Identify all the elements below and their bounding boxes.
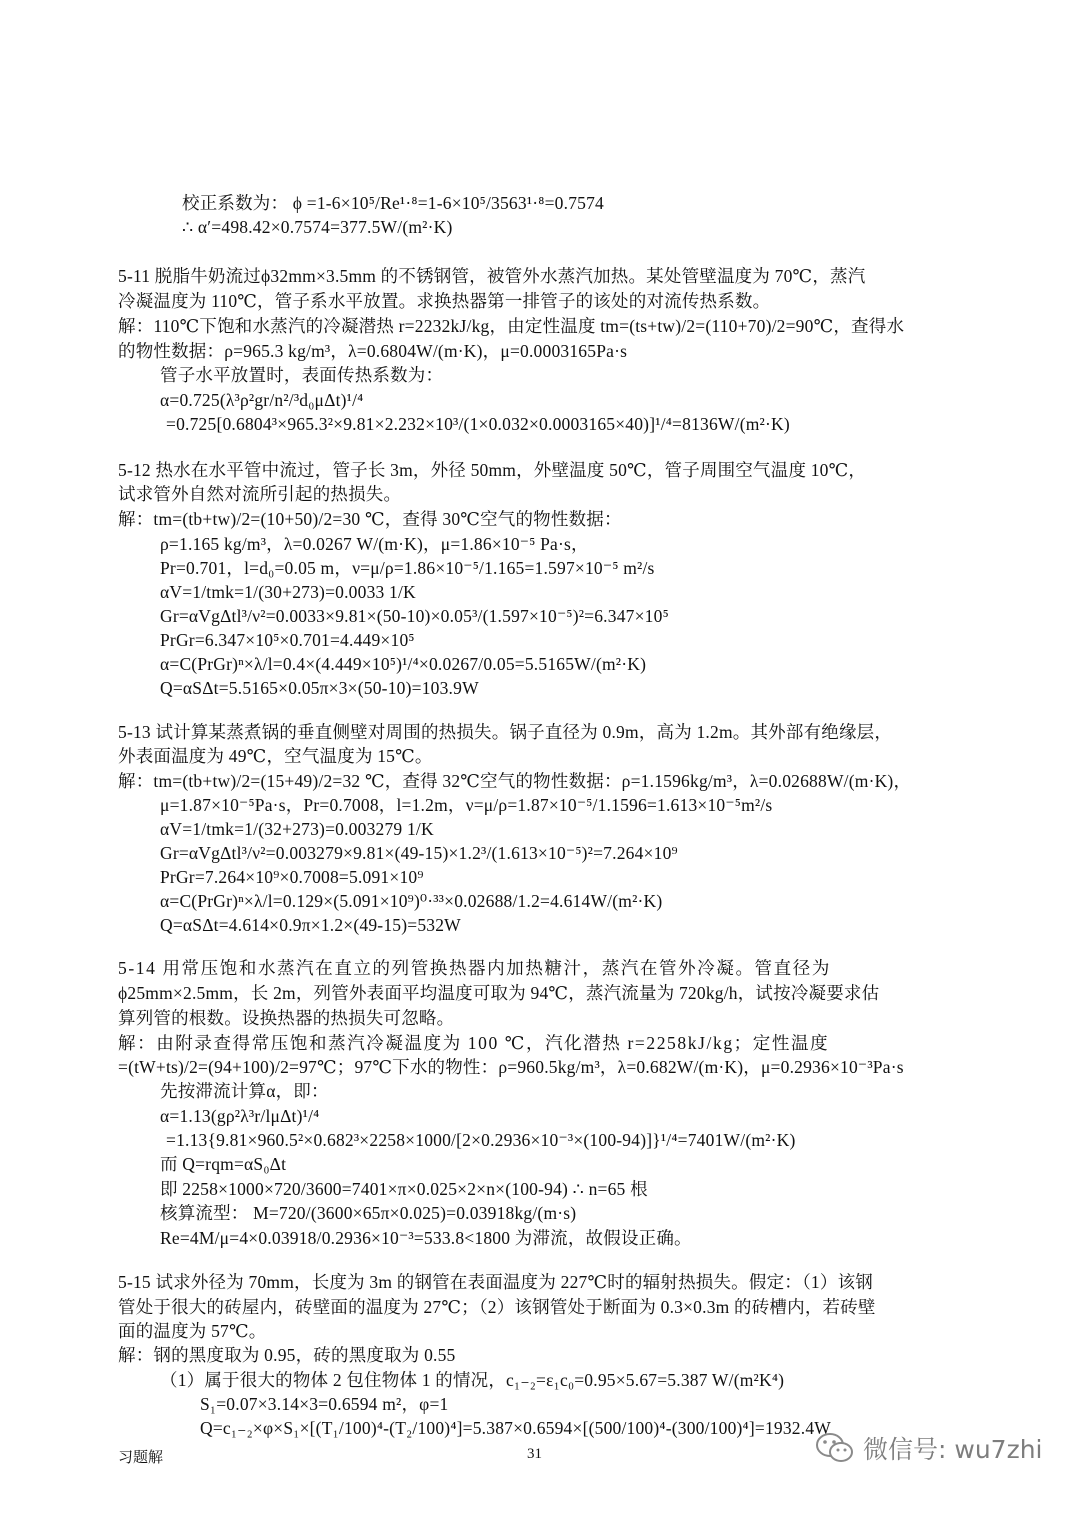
text-line: 解：tm=(tb+tw)/2=(15+49)/2=32 ℃，查得 32℃空气的物性数据：ρ=1.1596kg/m³，λ=0.02688W/(m·K)，: [118, 771, 912, 791]
watermark: [815, 1430, 1042, 1466]
text-line: α=C(PrGr)ⁿ×λ/l=0.129×(5.091×10⁹)⁰·³³×0.02688/1.2=4.614W/(m²·K): [160, 891, 663, 911]
text-line: 5-14 用常压饱和水蒸汽在直立的列管换热器内加热糖汁，蒸汽在管外冷凝。管直径为: [118, 958, 831, 978]
footer-title: 习题解: [118, 1450, 164, 1466]
text-line: 解：110℃下饱和水蒸汽的冷凝潜热 r=2232kJ/kg，由定性温度 tm=(ts+tw)/2=(110+70)/2=90℃，查得水: [118, 316, 905, 336]
text-line: 外表面温度为 49℃，空气温度为 15℃。: [118, 746, 433, 766]
text-line: Gr=αVgΔtl³/ν²=0.0033×9.81×(50-10)×0.05³/(1.597×10⁻⁵)²=6.347×10⁵: [160, 606, 669, 626]
text-line: ϕ25mm×2.5mm，长 2m，列管外表面平均温度可取为 94℃，蒸汽流量为 720kg/h，试按冷凝要求估: [118, 983, 880, 1003]
text-line: Re=4M/μ=4×0.03918/0.2936×10⁻³=533.8<1800 为滞流，故假设正确。: [160, 1228, 692, 1248]
text-line: PrGr=7.264×10⁹×0.7008=5.091×10⁹: [160, 867, 424, 887]
text-line: Q=c₁₋₂×φ×S₁×[(T₁/100)⁴-(T₂/100)⁴]=5.387×0.6594×[(500/100)⁴-(300/100)⁴]=1932.4W: [200, 1418, 831, 1438]
text-line: 先按滞流计算α，即：: [160, 1081, 329, 1101]
text-line: 校正系数为： ϕ =1-6×10⁵/Re¹·⁸=1-6×10⁵/3563¹·⁸=0.7574: [182, 193, 605, 213]
text-line: S₁=0.07×3.14×3=0.6594 m²，φ=1: [200, 1394, 449, 1414]
text-line: αV=1/tmk=1/(32+273)=0.003279 1/K: [160, 819, 434, 839]
text-line: 的物性数据：ρ=965.3 kg/m³，λ=0.6804W/(m·K)，μ=0.0003165Pa·s: [118, 341, 628, 361]
text-line: 核算流型： M=720/(3600×65π×0.025)=0.03918kg/(m·s): [160, 1203, 577, 1223]
wechat-icon: [815, 1431, 855, 1465]
text-line: 解：由附录查得常压饱和蒸汽冷凝温度为 100 ℃，汽化潜热 r=2258kJ/kg；定性温度: [118, 1033, 830, 1053]
page-number: 31: [527, 1446, 542, 1462]
watermark-text: 微信号: wu7zhi: [863, 1435, 1043, 1464]
text-line: α=1.13(gρ²λ³r/lμΔt)¹/⁴: [160, 1106, 320, 1126]
text-line: ∴ α′=498.42×0.7574=377.5W/(m²·K): [182, 217, 453, 237]
text-line: Q=αSΔt=4.614×0.9π×1.2×(49-15)=532W: [160, 915, 461, 935]
text-line: 5-15 试求外径为 70mm，长度为 3m 的钢管在表面温度为 227℃时的辐射热损失。假定：（1）该钢: [118, 1272, 873, 1292]
text-line: =1.13{9.81×960.5²×0.682³×2258×1000/[2×0.2936×10⁻³×(100-94)]}¹/⁴=7401W/(m²·K): [166, 1130, 796, 1150]
text-line: 面的温度为 57℃。: [118, 1321, 267, 1341]
text-line: 即 2258×1000×720/3600=7401×π×0.025×2×n×(100-94) ∴ n=65 根: [160, 1179, 648, 1199]
text-line: 管子水平放置时，表面传热系数为：: [160, 365, 444, 385]
text-line: 而 Q=rqm=αS₀Δt: [160, 1154, 287, 1174]
text-line: Gr=αVgΔtl³/ν²=0.003279×9.81×(49-15)×1.2³/(1.613×10⁻⁵)²=7.264×10⁹: [160, 843, 678, 863]
text-line: （1）属于很大的物体 2 包住物体 1 的情况，c₁₋₂=ε₁c₀=0.95×5.67=5.387 W/(m²K⁴): [160, 1370, 785, 1390]
text-line: Pr=0.701，l=d₀=0.05 m，ν=μ/ρ=1.86×10⁻⁵/1.165=1.597×10⁻⁵ m²/s: [160, 558, 655, 578]
text-line: Q=αSΔt=5.5165×0.05π×3×(50-10)=103.9W: [160, 678, 479, 698]
text-line: 管处于很大的砖屋内，砖壁面的温度为 27℃；（2）该钢管处于断面为 0.3×0.3m 的砖槽内，若砖壁: [118, 1297, 876, 1317]
text-line: PrGr=6.347×10⁵×0.701=4.449×10⁵: [160, 630, 415, 650]
text-line: =0.725[0.6804³×965.3²×9.81×2.232×10³/(1×0.032×0.0003165×40)]¹/⁴=8136W/(m²·K): [166, 414, 790, 434]
text-line: 试求管外自然对流所引起的热损失。: [118, 484, 402, 504]
text-line: ρ=1.165 kg/m³，λ=0.0267 W/(m·K)，μ=1.86×10⁻⁵ Pa·s，: [160, 534, 589, 554]
text-line: μ=1.87×10⁻⁵Pa·s，Pr=0.7008，l=1.2m，ν=μ/ρ=1.87×10⁻⁵/1.1596=1.613×10⁻⁵m²/s: [160, 795, 773, 815]
text-line: α=0.725(λ³ρ²gr/n²/³d₀μΔt)¹/⁴: [160, 390, 364, 410]
text-line: 5-13 试计算某蒸煮锅的垂直侧壁对周围的热损失。锅子直径为 0.9m，高为 1.2m。其外部有绝缘层，: [118, 722, 893, 742]
text-line: 解：钢的黑度取为 0.95，砖的黑度取为 0.55: [118, 1345, 456, 1365]
text-line: =(tW+ts)/2=(94+100)/2=97℃；97℃下水的物性：ρ=960.5kg/m³，λ=0.682W/(m·K)，μ=0.2936×10⁻³Pa·s: [118, 1057, 904, 1077]
text-line: 解：tm=(tb+tw)/2=(10+50)/2=30 ℃，查得 30℃空气的物性数据：: [118, 509, 622, 529]
text-line: 5-12 热水在水平管中流过，管子长 3m，外径 50mm，外壁温度 50℃，管子周围空气温度 10℃，: [118, 460, 867, 480]
text-line: α=C(PrGr)ⁿ×λ/l=0.4×(4.449×10⁵)¹/⁴×0.0267/0.05=5.5165W/(m²·K): [160, 654, 647, 674]
text-line: 5-11 脱脂牛奶流过ϕ32mm×3.5mm 的不锈钢管，被管外水蒸汽加热。某处管壁温度为 70℃，蒸汽: [118, 266, 866, 286]
text-line: 算列管的根数。设换热器的热损失可忽略。: [118, 1008, 455, 1028]
text-line: αV=1/tmk=1/(30+273)=0.0033 1/K: [160, 582, 416, 602]
text-line: 冷凝温度为 110℃，管子系水平放置。求换热器第一排管子的该处的对流传热系数。: [118, 291, 771, 311]
